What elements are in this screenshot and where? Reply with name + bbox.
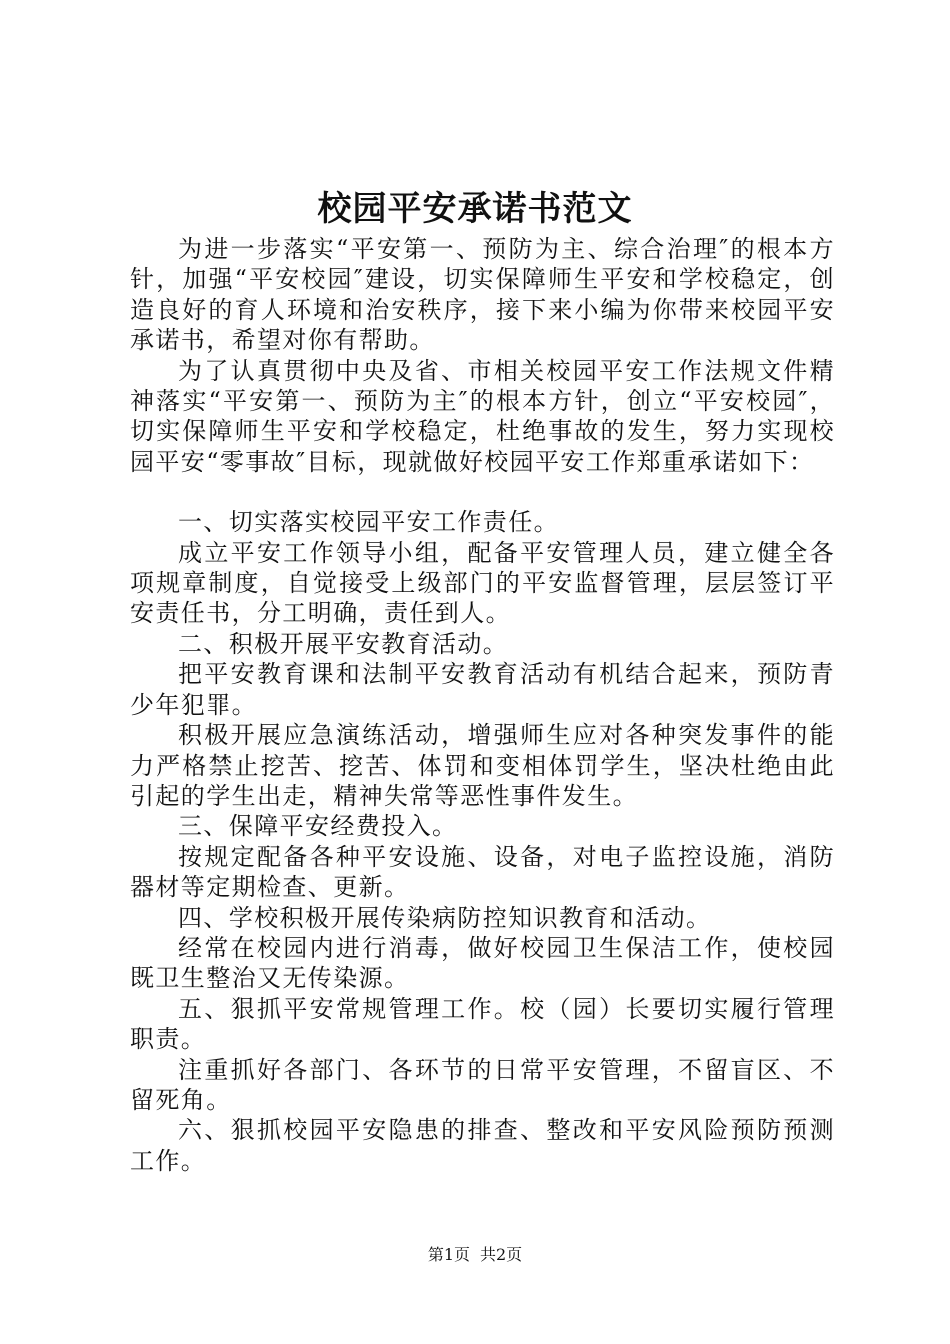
paragraph-section-3: 按规定配备各种平安设施、设备，对电子监控设施，消防器材等定期检查、更新。 [130, 842, 835, 902]
page-footer [0, 1243, 950, 1267]
paragraph-intro: 为进一步落实“平安第一、预防为主、综合治理″的根本方针，加强“平安校园″建设，切实保障师生平安和学校稳定，创造良好的育人环境和治安秩序，接下来小编为你带来校园平安承诺书，希望对你有帮助。 [130, 235, 835, 355]
section-heading-6: 六、狠抓校园平安隐患的排查、整改和平安风险预防预测工作。 [130, 1116, 835, 1175]
section-heading-1: 一、切实落实校园平安工作责任。 [178, 508, 559, 537]
document-title: 校园平安承诺书范文 [317, 189, 633, 229]
blank-line [130, 477, 835, 507]
section-heading-4: 四、学校积极开展传染病防控知识教育和活动。 [178, 903, 712, 932]
page-total: 共2页 [480, 1245, 523, 1264]
paragraph-section-1: 成立平安工作领导小组，配备平安管理人员，建立健全各项规章制度，自觉接受上级部门的平安监督管理，层层签订平安责任书，分工明确，责任到人。 [130, 538, 835, 628]
section-heading-2: 二、积极开展平安教育活动。 [178, 629, 509, 658]
page-number: 第1页 [427, 1245, 470, 1264]
paragraph-preamble: 为了认真贯彻中央及省、市相关校园平安工作法规文件精神落实“平安第一、预防为主″的根本方针，创立“平安校园″，切实保障师生平安和学校稳定，杜绝事故的发生，努力实现校园平安“零事故″目标，现就做好校园平安工作郑重承诺如下： [130, 356, 835, 476]
section-heading-5: 五、狠抓平安常规管理工作。校（园）长要切实履行管理职责。 [130, 994, 835, 1054]
paragraph-section-5: 注重抓好各部门、各环节的日常平安管理，不留盲区、不留死角。 [130, 1055, 835, 1114]
paragraph-section-2b: 积极开展应急演练活动，增强师生应对各种突发事件的能力严格禁止挖苦、挖苦、体罚和变相体罚学生，坚决杜绝由此引起的学生出走，精神失常等恶性事件发生。 [130, 721, 835, 810]
section-heading-3: 三、保障平安经费投入。 [178, 812, 458, 841]
document-body [130, 234, 835, 1176]
paragraph-section-4: 经常在校园内进行消毒，做好校园卫生保洁工作，使校园既卫生整治又无传染源。 [130, 933, 835, 993]
paragraph-section-2a: 把平安教育课和法制平安教育活动有机结合起来，预防青少年犯罪。 [130, 660, 835, 719]
